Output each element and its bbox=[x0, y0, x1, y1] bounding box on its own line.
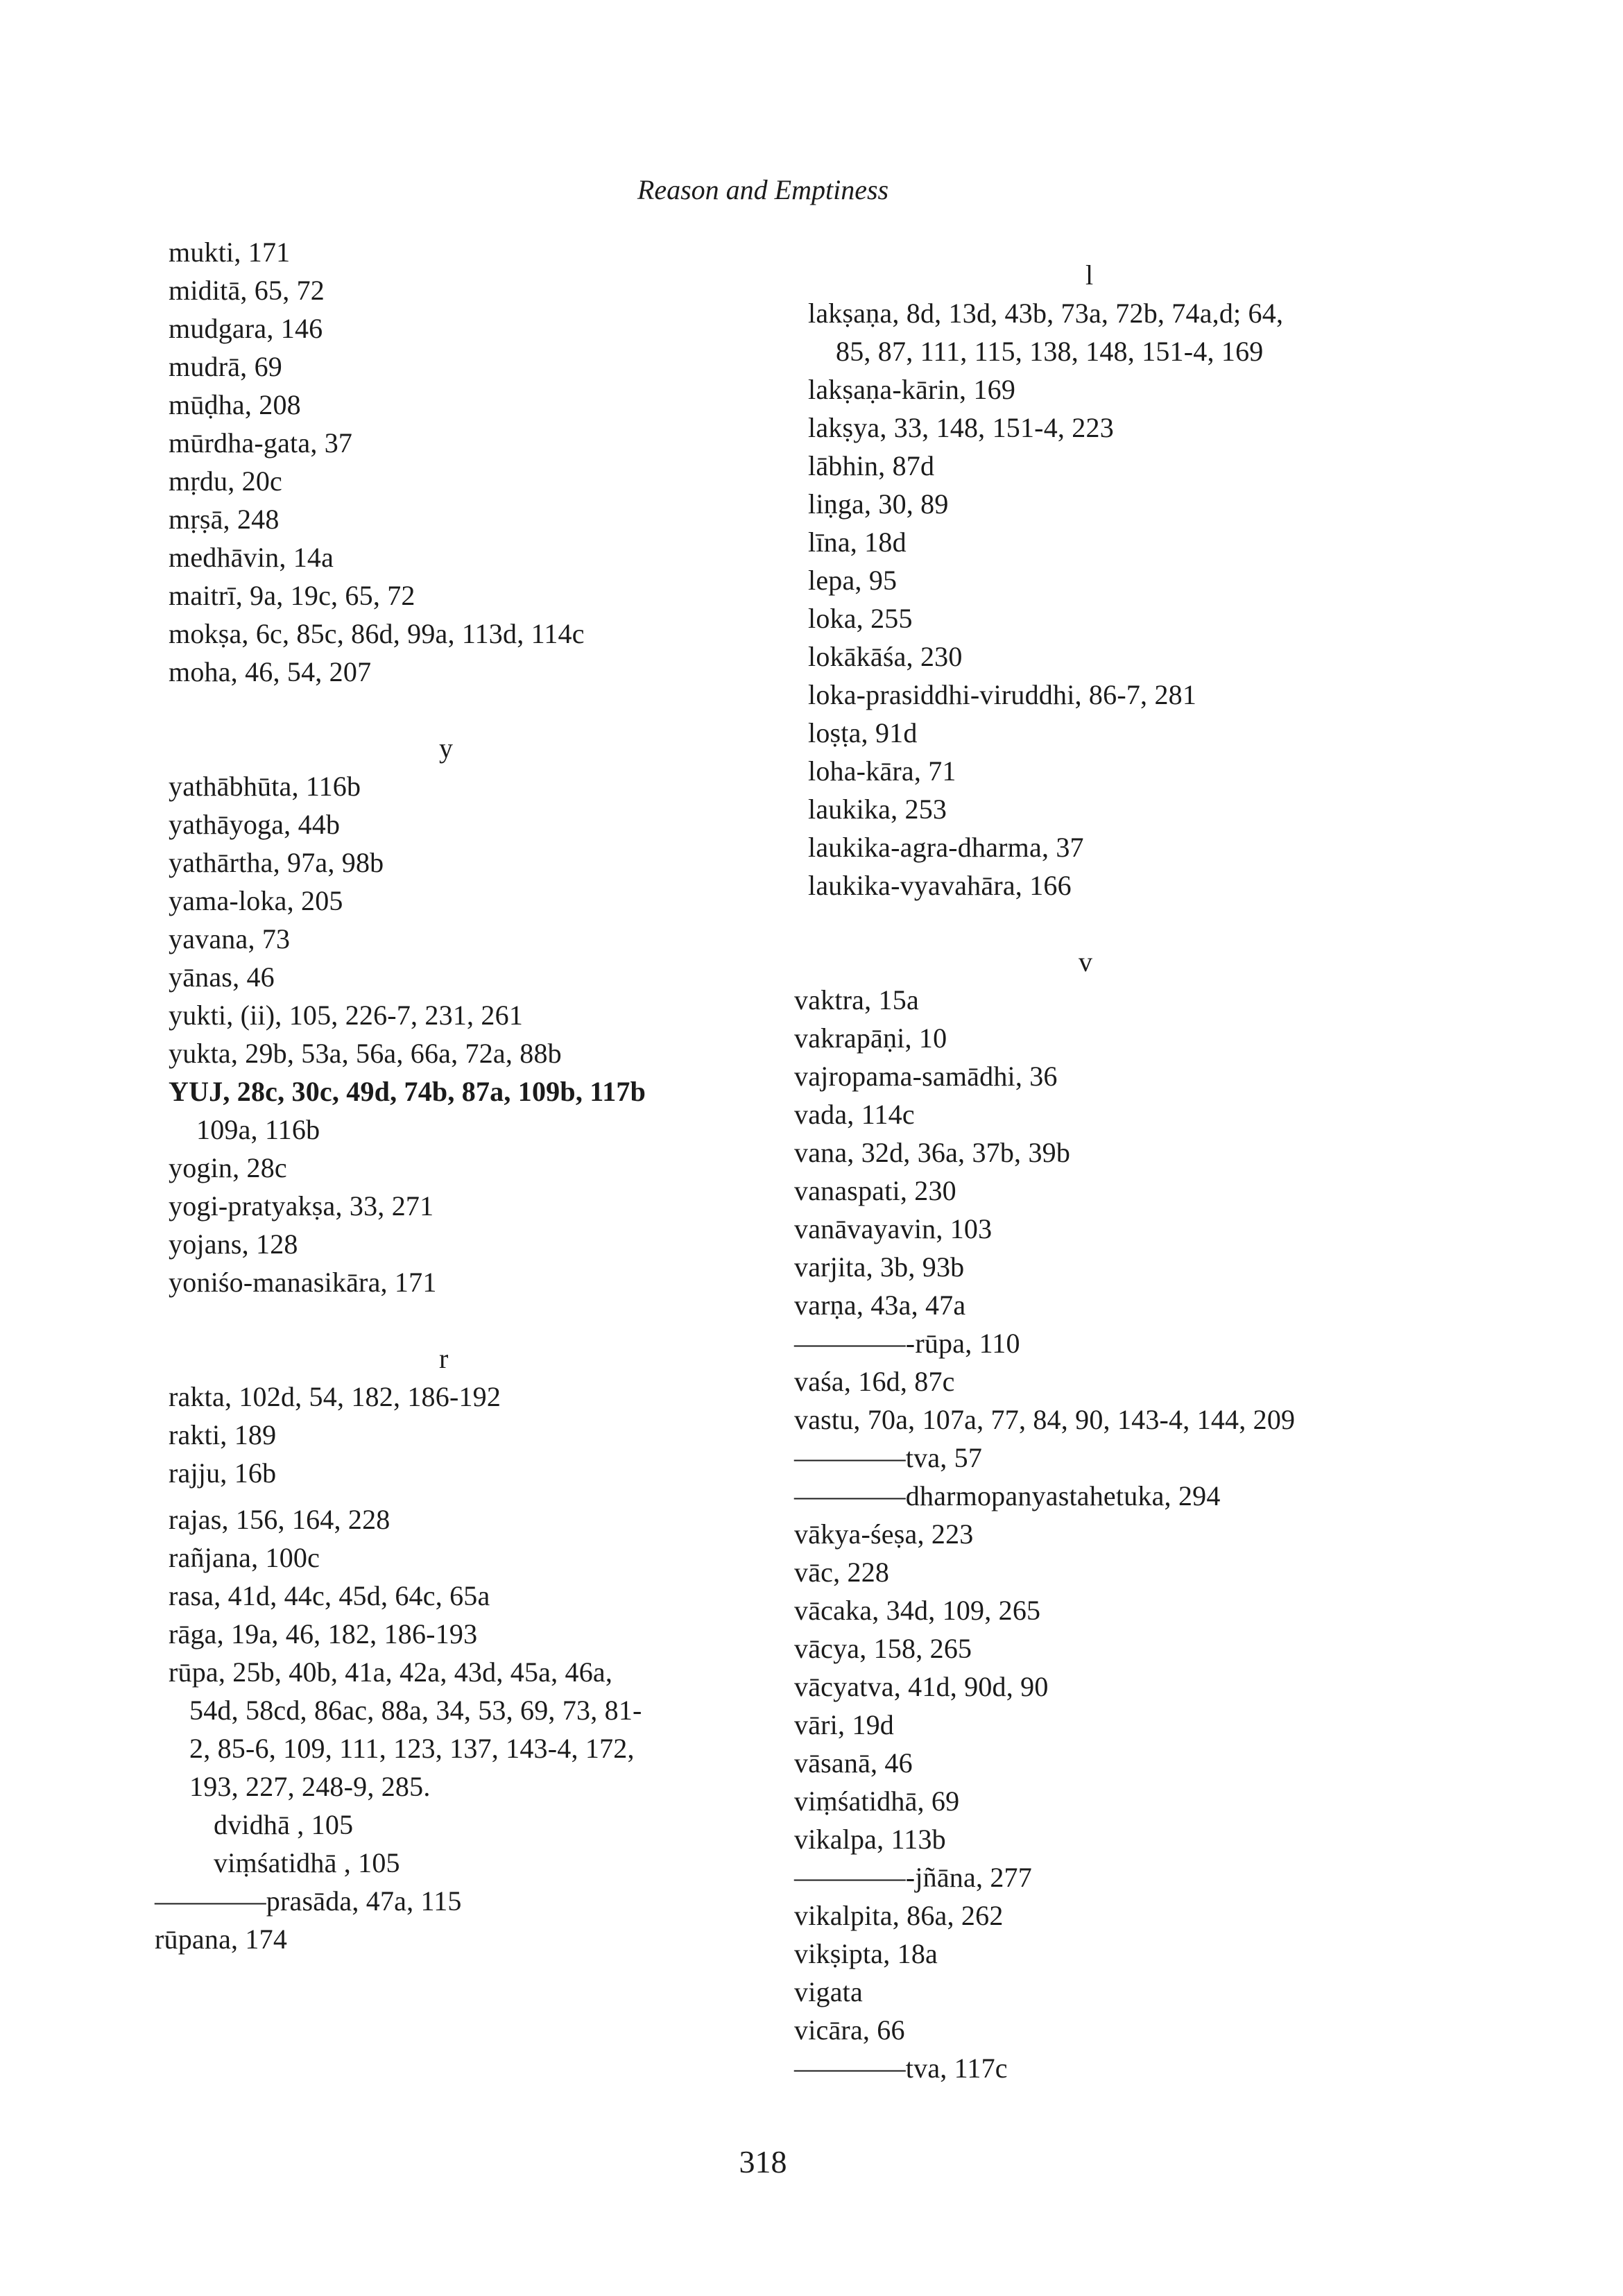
section-letter-l: l bbox=[1085, 259, 1094, 291]
index-entry: loka, 255 bbox=[808, 603, 913, 634]
index-subentry: ————prasāda, 47a, 115 bbox=[155, 1885, 462, 1917]
section-letter-r: r bbox=[439, 1343, 449, 1374]
index-entry: loṣṭa, 91d bbox=[808, 717, 918, 748]
index-entry: loka-prasiddhi-viruddhi, 86-7, 281 bbox=[808, 679, 1197, 710]
index-group-l bbox=[794, 294, 1418, 905]
index-entry: lābhin, 87d bbox=[808, 450, 935, 481]
index-entry: vikṣipta, 18a bbox=[794, 1938, 938, 1969]
index-entry: vastu, 70a, 107a, 77, 84, 90, 143-4, 144, 209 bbox=[794, 1404, 1296, 1435]
index-subentry: ————-rūpa, 110 bbox=[794, 1328, 1020, 1359]
index-entry: vācaka, 34d, 109, 265 bbox=[794, 1595, 1041, 1626]
index-entry: yānas, 46 bbox=[169, 961, 275, 993]
index-entry: vaśa, 16d, 87c bbox=[794, 1366, 955, 1397]
index-group-y bbox=[169, 767, 779, 1301]
index-group-v bbox=[794, 981, 1418, 2087]
index-entry-rupa: rūpa, 25b, 40b, 41a, 42a, 43d, 45a, 46a, bbox=[169, 1656, 613, 1688]
index-entry: vikalpita, 86a, 262 bbox=[794, 1900, 1004, 1931]
index-entry: medhāvin, 14a bbox=[169, 542, 334, 573]
index-entry: loha-kāra, 71 bbox=[808, 755, 956, 787]
index-entry: yukta, 29b, 53a, 56a, 66a, 72a, 88b bbox=[169, 1038, 562, 1069]
index-entry: yavana, 73 bbox=[169, 923, 291, 954]
index-entry: rañjana, 100c bbox=[169, 1542, 320, 1573]
index-entry: vaktra, 15a bbox=[794, 984, 919, 1016]
index-entry: mūḍha, 208 bbox=[169, 389, 301, 420]
index-entry: miditā, 65, 72 bbox=[169, 275, 325, 306]
index-column-right bbox=[794, 256, 1418, 2087]
index-entry: vācya, 158, 265 bbox=[794, 1633, 972, 1664]
index-entry: mukti, 171 bbox=[169, 237, 291, 268]
index-entry: lakṣaṇa-kārin, 169 bbox=[808, 374, 1016, 405]
index-entry: yogi-pratyakṣa, 33, 271 bbox=[169, 1190, 434, 1222]
index-entry: viṃśatidhā, 69 bbox=[794, 1785, 960, 1817]
index-group-m bbox=[169, 233, 779, 691]
index-entry: rasa, 41d, 44c, 45d, 64c, 65a bbox=[169, 1580, 490, 1611]
index-entry: mūrdha-gata, 37 bbox=[169, 427, 353, 459]
index-subentry: viṃśatidhā , 105 bbox=[214, 1847, 400, 1878]
index-entry: rakta, 102d, 54, 182, 186-192 bbox=[169, 1381, 501, 1412]
index-entry: vikalpa, 113b bbox=[794, 1824, 946, 1855]
section-letter-y: y bbox=[439, 733, 453, 764]
index-entry: laukika-agra-dharma, 37 bbox=[808, 832, 1084, 863]
section-letter-v: v bbox=[1079, 946, 1092, 977]
index-subentry: ————tva, 117c bbox=[794, 2053, 1008, 2084]
index-entry: varṇa, 43a, 47a bbox=[794, 1290, 966, 1321]
index-entry: vāsanā, 46 bbox=[794, 1747, 913, 1779]
index-entry: yojans, 128 bbox=[169, 1228, 298, 1260]
index-entry: yogin, 28c bbox=[169, 1152, 287, 1183]
index-entry-continuation: 85, 87, 111, 115, 138, 148, 151-4, 169 bbox=[836, 336, 1264, 367]
index-entry: rūpana, 174 bbox=[155, 1924, 288, 1955]
index-entry-continuation: 54d, 58cd, 86ac, 88a, 34, 53, 69, 73, 81- bbox=[189, 1695, 642, 1726]
index-subentry: ————-jñāna, 277 bbox=[794, 1862, 1032, 1893]
index-entry-continuation: 193, 227, 248-9, 285. bbox=[189, 1771, 431, 1802]
index-entry: rāga, 19a, 46, 182, 186-193 bbox=[169, 1618, 478, 1650]
index-entry: vāri, 19d bbox=[794, 1709, 894, 1740]
index-subentry: dvidhā , 105 bbox=[214, 1809, 354, 1840]
index-entry: yukti, (ii), 105, 226-7, 231, 261 bbox=[169, 1000, 524, 1031]
index-entry: vicāra, 66 bbox=[794, 2014, 905, 2046]
index-entry: yathārtha, 97a, 98b bbox=[169, 847, 384, 878]
index-entry: lakṣaṇa, 8d, 13d, 43b, 73a, 72b, 74a,d; 64, bbox=[808, 298, 1284, 329]
index-entry: mṛṣā, 248 bbox=[169, 504, 280, 535]
index-entry: vada, 114c bbox=[794, 1099, 915, 1130]
index-entry-continuation: 2, 85-6, 109, 111, 123, 137, 143-4, 172, bbox=[189, 1733, 635, 1764]
index-entry: vakrapāṇi, 10 bbox=[794, 1022, 947, 1054]
index-entry: laukika, 253 bbox=[808, 794, 947, 825]
index-entry: lepa, 95 bbox=[808, 565, 898, 596]
index-entry-continuation: 109a, 116b bbox=[196, 1114, 320, 1145]
index-subentry: ————tva, 57 bbox=[794, 1442, 983, 1473]
index-entry: vajropama-samādhi, 36 bbox=[794, 1061, 1058, 1092]
index-entry: yama-loka, 205 bbox=[169, 885, 343, 916]
index-entry: vigata bbox=[794, 1976, 863, 2007]
index-entry: mudrā, 69 bbox=[169, 351, 282, 382]
index-entry: YUJ, 28c, 30c, 49d, 74b, 87a, 109b, 117b bbox=[169, 1076, 646, 1107]
index-entry: vanāvayavin, 103 bbox=[794, 1213, 993, 1244]
index-group-r bbox=[155, 1378, 779, 1958]
index-entry: vākya-śeṣa, 223 bbox=[794, 1518, 974, 1550]
index-subentry: ————dharmopanyastahetuka, 294 bbox=[794, 1480, 1221, 1511]
index-entry: rajas, 156, 164, 228 bbox=[169, 1504, 390, 1535]
index-entry: līna, 18d bbox=[808, 526, 907, 558]
index-entry: mokṣa, 6c, 85c, 86d, 99a, 113d, 114c bbox=[169, 618, 585, 649]
page-number: 318 bbox=[739, 2144, 787, 2179]
index-entry: rajju, 16b bbox=[169, 1457, 277, 1489]
index-entry: moha, 46, 54, 207 bbox=[169, 656, 372, 687]
index-entry: yathābhūta, 116b bbox=[169, 771, 361, 802]
index-entry: yoniśo-manasikāra, 171 bbox=[169, 1267, 437, 1298]
index-column-left bbox=[155, 233, 779, 1958]
index-entry: lakṣya, 33, 148, 151-4, 223 bbox=[808, 412, 1114, 443]
index-entry: laukika-vyavahāra, 166 bbox=[808, 870, 1072, 901]
index-entry: maitrī, 9a, 19c, 65, 72 bbox=[169, 580, 415, 611]
index-entry: vāc, 228 bbox=[794, 1557, 890, 1588]
index-entry: mudgara, 146 bbox=[169, 313, 323, 344]
index-entry: mṛdu, 20c bbox=[169, 465, 282, 497]
index-entry: yathāyoga, 44b bbox=[169, 809, 341, 840]
index-entry: vanaspati, 230 bbox=[794, 1175, 956, 1206]
index-entry: vācyatva, 41d, 90d, 90 bbox=[794, 1671, 1049, 1702]
index-entry: vana, 32d, 36a, 37b, 39b bbox=[794, 1137, 1071, 1168]
index-entry: varjita, 3b, 93b bbox=[794, 1251, 965, 1283]
index-entry: rakti, 189 bbox=[169, 1419, 277, 1450]
running-head: Reason and Emptiness bbox=[637, 174, 889, 205]
index-entry: lokākāśa, 230 bbox=[808, 641, 963, 672]
index-entry: liṇga, 30, 89 bbox=[808, 488, 949, 520]
